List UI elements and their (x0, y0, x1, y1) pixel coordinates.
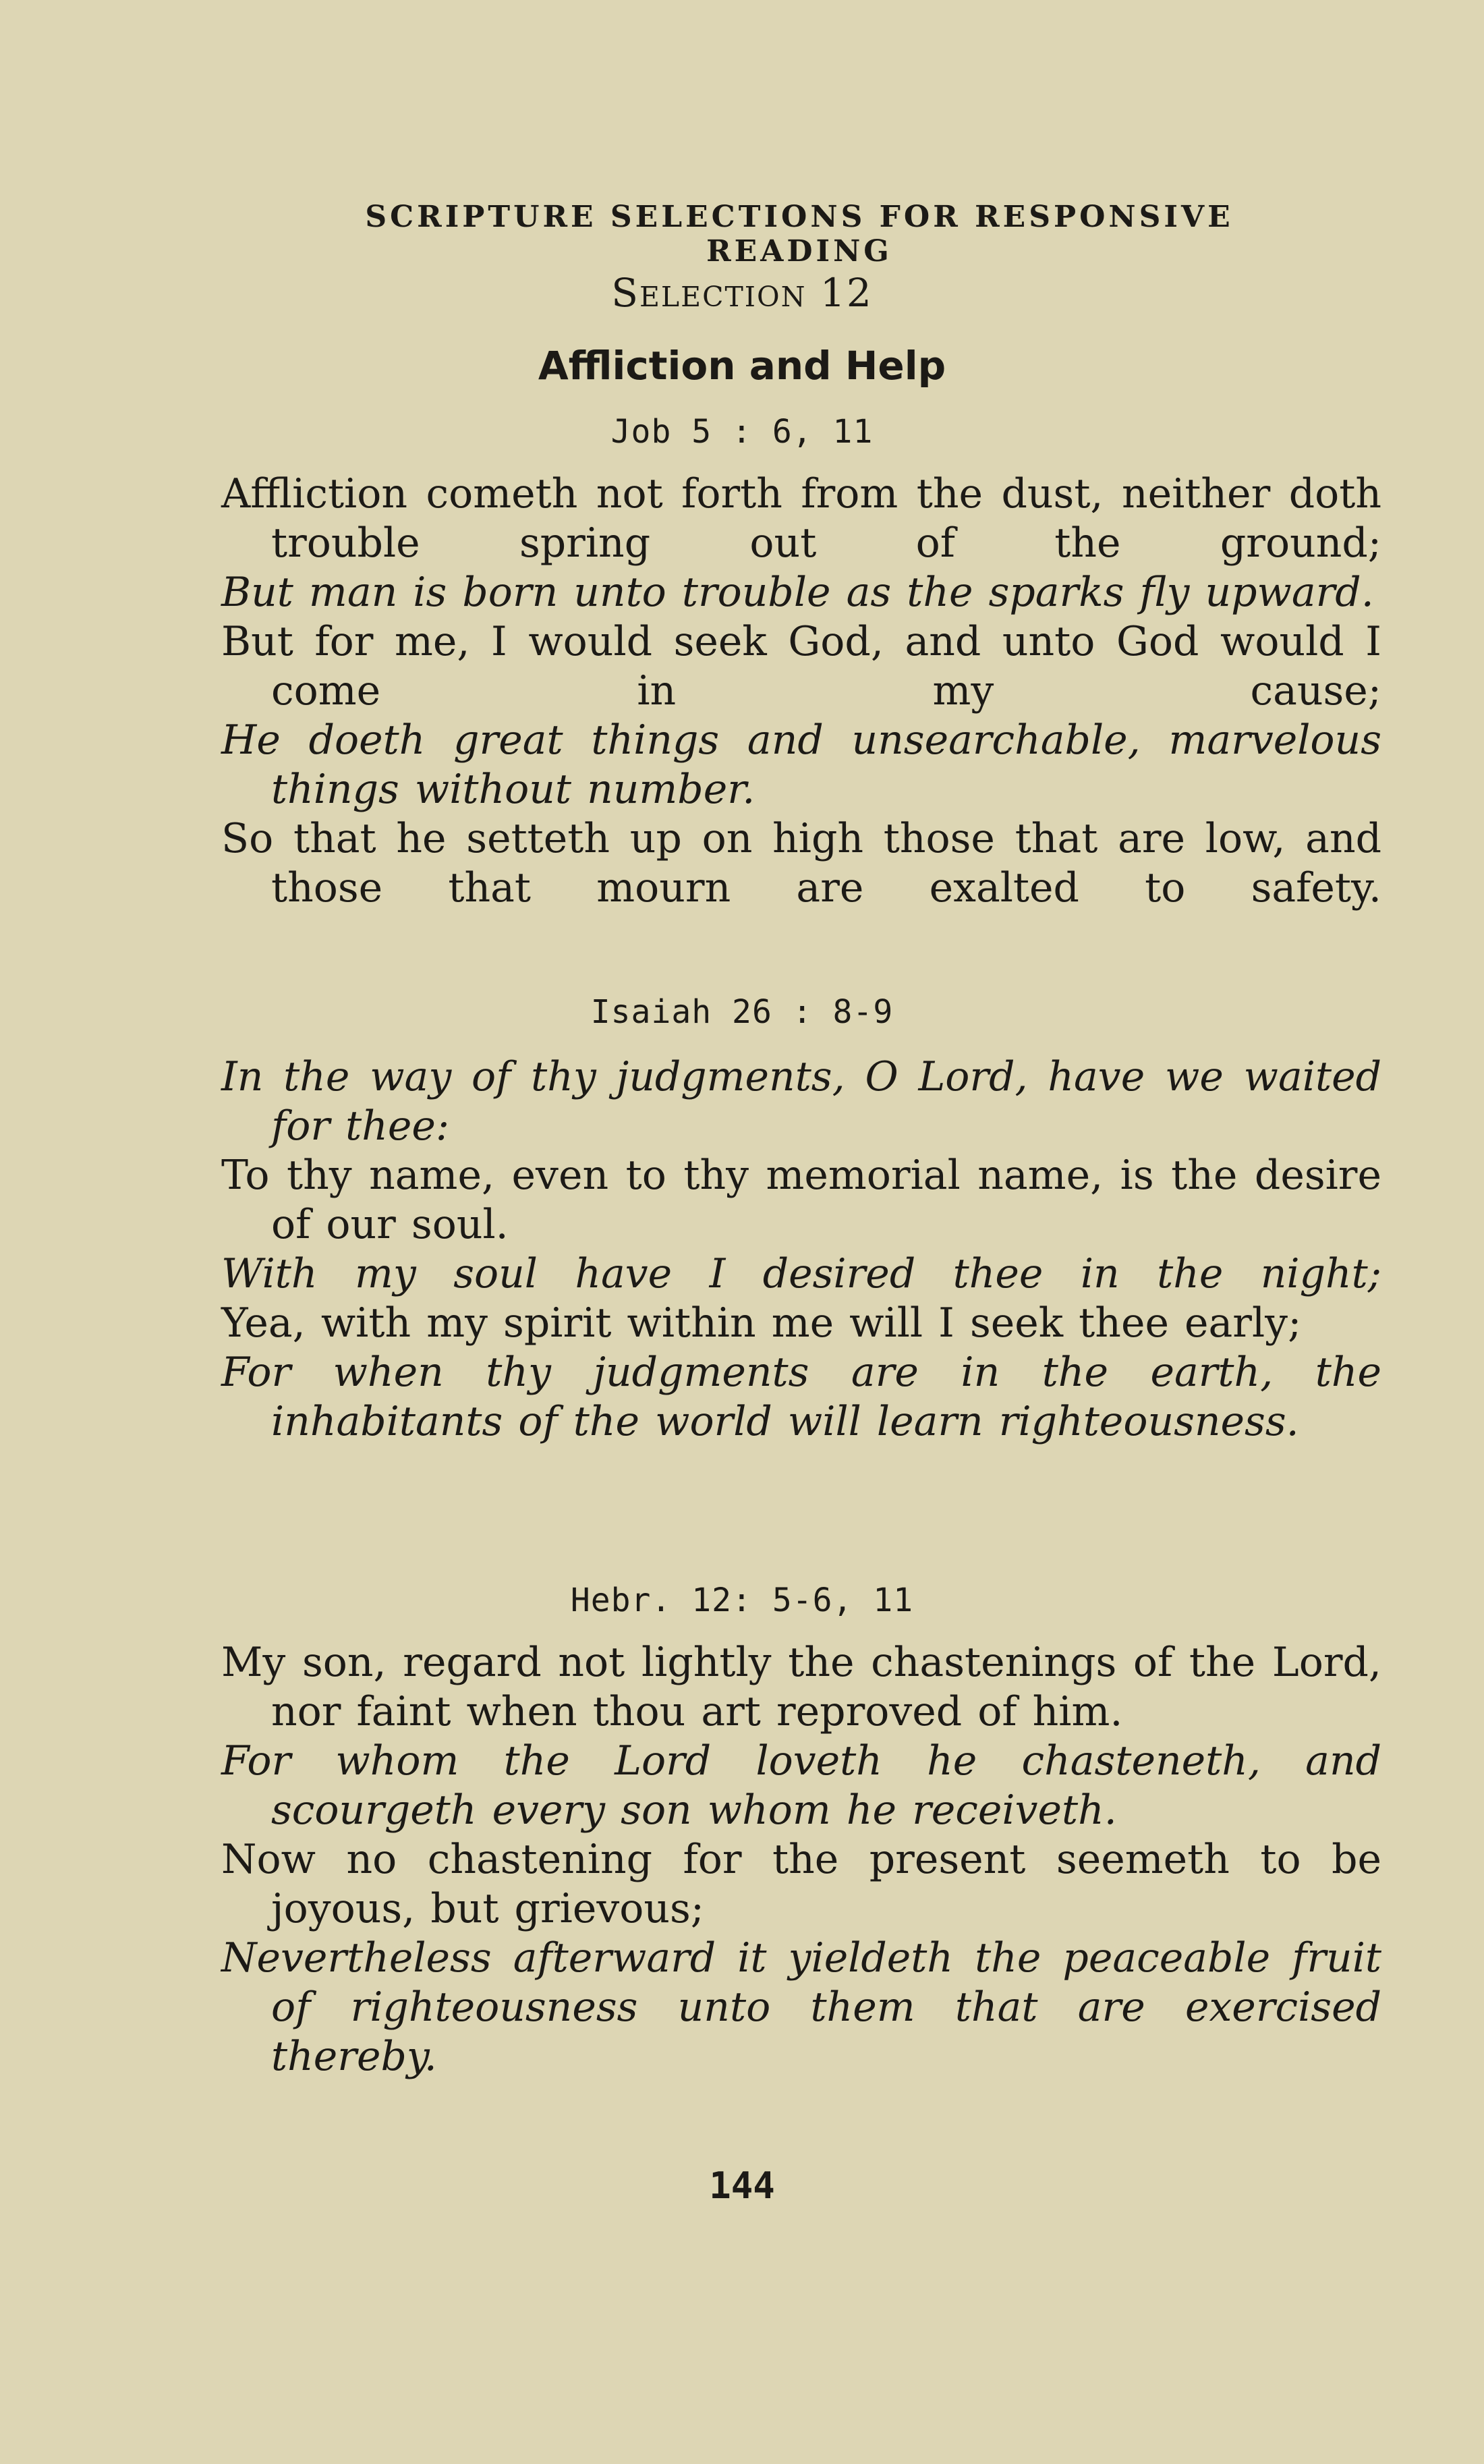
verse-line: Now no chastening for the present seemeth to be joyous, but grievous; (221, 1836, 1381, 1932)
page-number: 144 (709, 2164, 775, 2207)
verse-line-response: But man is born unto trouble as the sparks fly upward. (221, 569, 1374, 616)
reading-section (221, 470, 1381, 913)
running-head: SCRIPTURE SELECTIONS FOR RESPONSIVE READING (365, 200, 1234, 269)
verse-line: But for me, I would seek God, and unto God would I come in my cause; (221, 618, 1381, 715)
verse-line-response: He doeth great things and unsearchable, marvelous things without number. (221, 717, 1381, 813)
verse-line: Affliction cometh not forth from the dust, neither doth trouble spring out of the ground; (221, 470, 1381, 567)
scripture-reference: Hebr. 12: 5-6, 11 (570, 1581, 914, 1619)
scripture-reference: Job 5 : 6, 11 (610, 413, 874, 451)
verse-line: So that he setteth up on high those that are low, and those that mourn are exalted to safety. (221, 815, 1381, 912)
scripture-reference: Isaiah 26 : 8-9 (590, 993, 894, 1031)
verse-line: Yea, with my spirit within me will I seek thee early; (221, 1299, 1302, 1347)
verse-line-response: Nevertheless afterward it yieldeth the peaceable fruit of righteousness unto them that are exercised thereby. (221, 1934, 1381, 2080)
verse-line-response: For whom the Lord loveth he chasteneth, and scourgeth every son whom he receiveth. (221, 1737, 1381, 1834)
verse-line: To thy name, even to thy memorial name, is the desire of our soul. (221, 1152, 1381, 1248)
verse-line: My son, regard not lightly the chastenings of the Lord, nor faint when thou art reproved of him. (221, 1639, 1381, 1735)
selection-title: Selection 12 (611, 270, 873, 316)
reading-section (221, 1638, 1381, 2081)
verse-line-response: In the way of thy judgments, O Lord, have we waited for thee: (221, 1053, 1381, 1150)
verse-line-response: With my soul have I desired thee in the night; (221, 1250, 1381, 1297)
verse-line-response: For when thy judgments are in the earth, the inhabitants of the world will learn righteousness. (221, 1349, 1381, 1445)
reading-section (221, 1053, 1381, 1447)
selection-subtitle: Affliction and Help (538, 343, 946, 389)
